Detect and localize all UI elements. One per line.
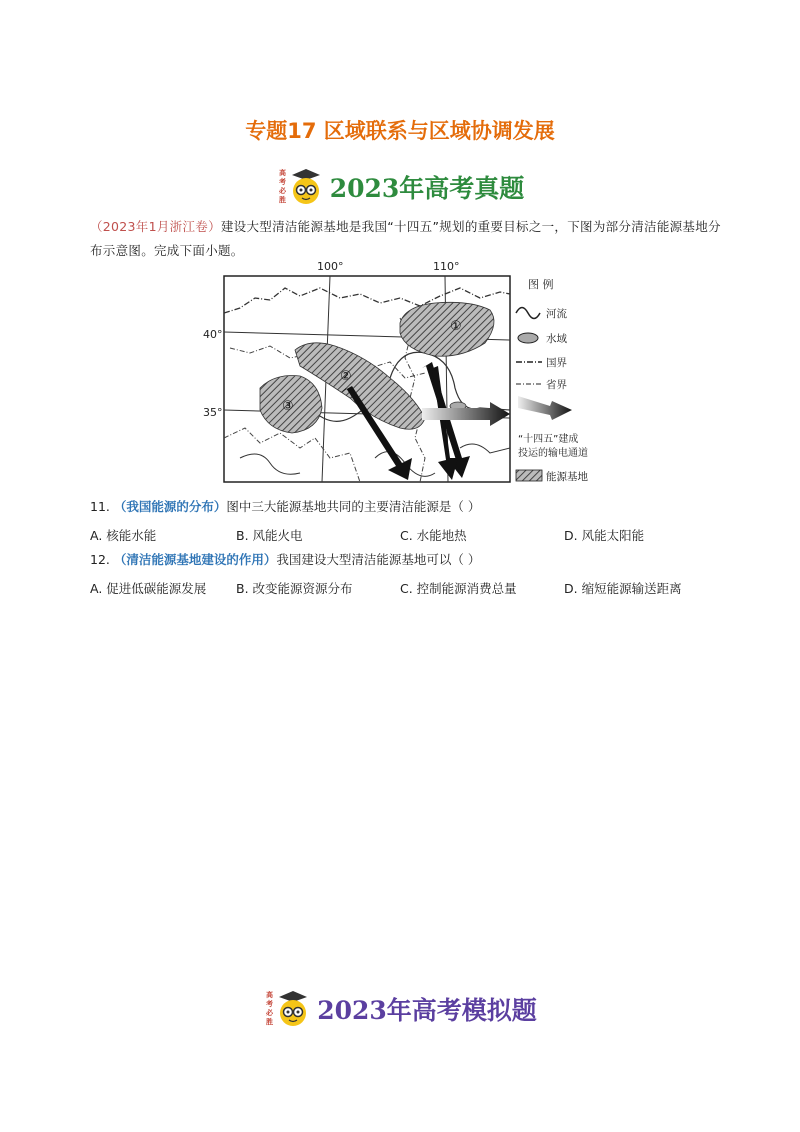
question-topic-tag: （清洁能源基地建设的作用）: [113, 552, 277, 567]
base-label-3: ③: [282, 399, 294, 414]
intro-paragraph: [90, 215, 730, 263]
svg-text:必: 必: [278, 186, 286, 195]
option-c[interactable]: C. 水能地热: [400, 528, 467, 543]
question-number: 12.: [90, 552, 110, 567]
legend-river-label: 河流: [546, 308, 567, 320]
legend-channel-label-line2: 投运的输电通道: [518, 448, 588, 459]
section-banner-real-exam: [0, 165, 800, 215]
legend-channel-icon: [518, 396, 572, 420]
legend-base-label: 能源基地: [546, 471, 588, 483]
energy-base-map: [200, 258, 610, 490]
banner-title: 2023年高考真题: [329, 174, 525, 203]
svg-text:必: 必: [266, 1008, 274, 1017]
question-stem: 我国建设大型清洁能源基地可以（ ）: [276, 552, 481, 567]
svg-text:考: 考: [278, 177, 286, 186]
section-banner-mock-exam: [0, 987, 800, 1037]
question-12: [90, 550, 750, 570]
option-d[interactable]: D. 风能太阳能: [564, 528, 645, 543]
legend-river-icon: [516, 308, 540, 319]
svg-text:高: 高: [278, 168, 286, 177]
option-a[interactable]: A. 核能水能: [90, 528, 157, 543]
question-topic-tag: （我国能源的分布）: [113, 499, 227, 514]
legend-water-label: 水域: [546, 333, 567, 345]
option-a[interactable]: A. 促进低碳能源发展: [90, 581, 207, 596]
lat-label-40: 40°: [203, 328, 223, 341]
mascot-icon: [276, 165, 324, 209]
mascot-icon: [263, 987, 311, 1031]
option-c[interactable]: C. 控制能源消费总量: [400, 581, 517, 596]
lon-label-100: 100°: [317, 260, 344, 273]
legend-national-border-label: 国界: [546, 357, 567, 369]
intro-text: 建设大型清洁能源基地是我国“十四五”规划的重要目标之一，下图为部分清洁能源基地分布示意图。完成下面小题。: [90, 219, 721, 258]
question-source: （2023年1月浙江卷）: [90, 219, 221, 234]
page-title: 专题17 区域联系与区域协调发展: [245, 119, 555, 143]
lon-label-110: 110°: [433, 260, 460, 273]
svg-text:高: 高: [266, 990, 274, 999]
legend-channel-label-line1: “十四五”建成: [518, 434, 579, 445]
legend-base-icon: [516, 470, 542, 481]
option-b[interactable]: B. 改变能源资源分布: [236, 581, 353, 596]
legend-province-border-label: 省界: [546, 379, 567, 391]
map-legend: [516, 277, 588, 483]
lat-label-35: 35°: [203, 406, 223, 419]
base-label-2: ②: [340, 369, 352, 384]
svg-text:胜: 胜: [266, 1017, 274, 1026]
question-number: 11.: [90, 499, 110, 514]
banner-title: 2023年高考模拟题: [317, 996, 537, 1025]
legend-title: 图 例: [528, 278, 554, 291]
question-11: [90, 497, 750, 517]
svg-text:考: 考: [266, 999, 274, 1008]
question-stem: 图中三大能源基地共同的主要清洁能源是（ ）: [226, 499, 481, 514]
option-b[interactable]: B. 风能火电: [236, 528, 303, 543]
option-d[interactable]: D. 缩短能源输送距离: [564, 581, 682, 596]
legend-water-icon: [518, 333, 538, 343]
svg-text:胜: 胜: [278, 195, 286, 204]
base-label-1: ①: [450, 319, 462, 334]
